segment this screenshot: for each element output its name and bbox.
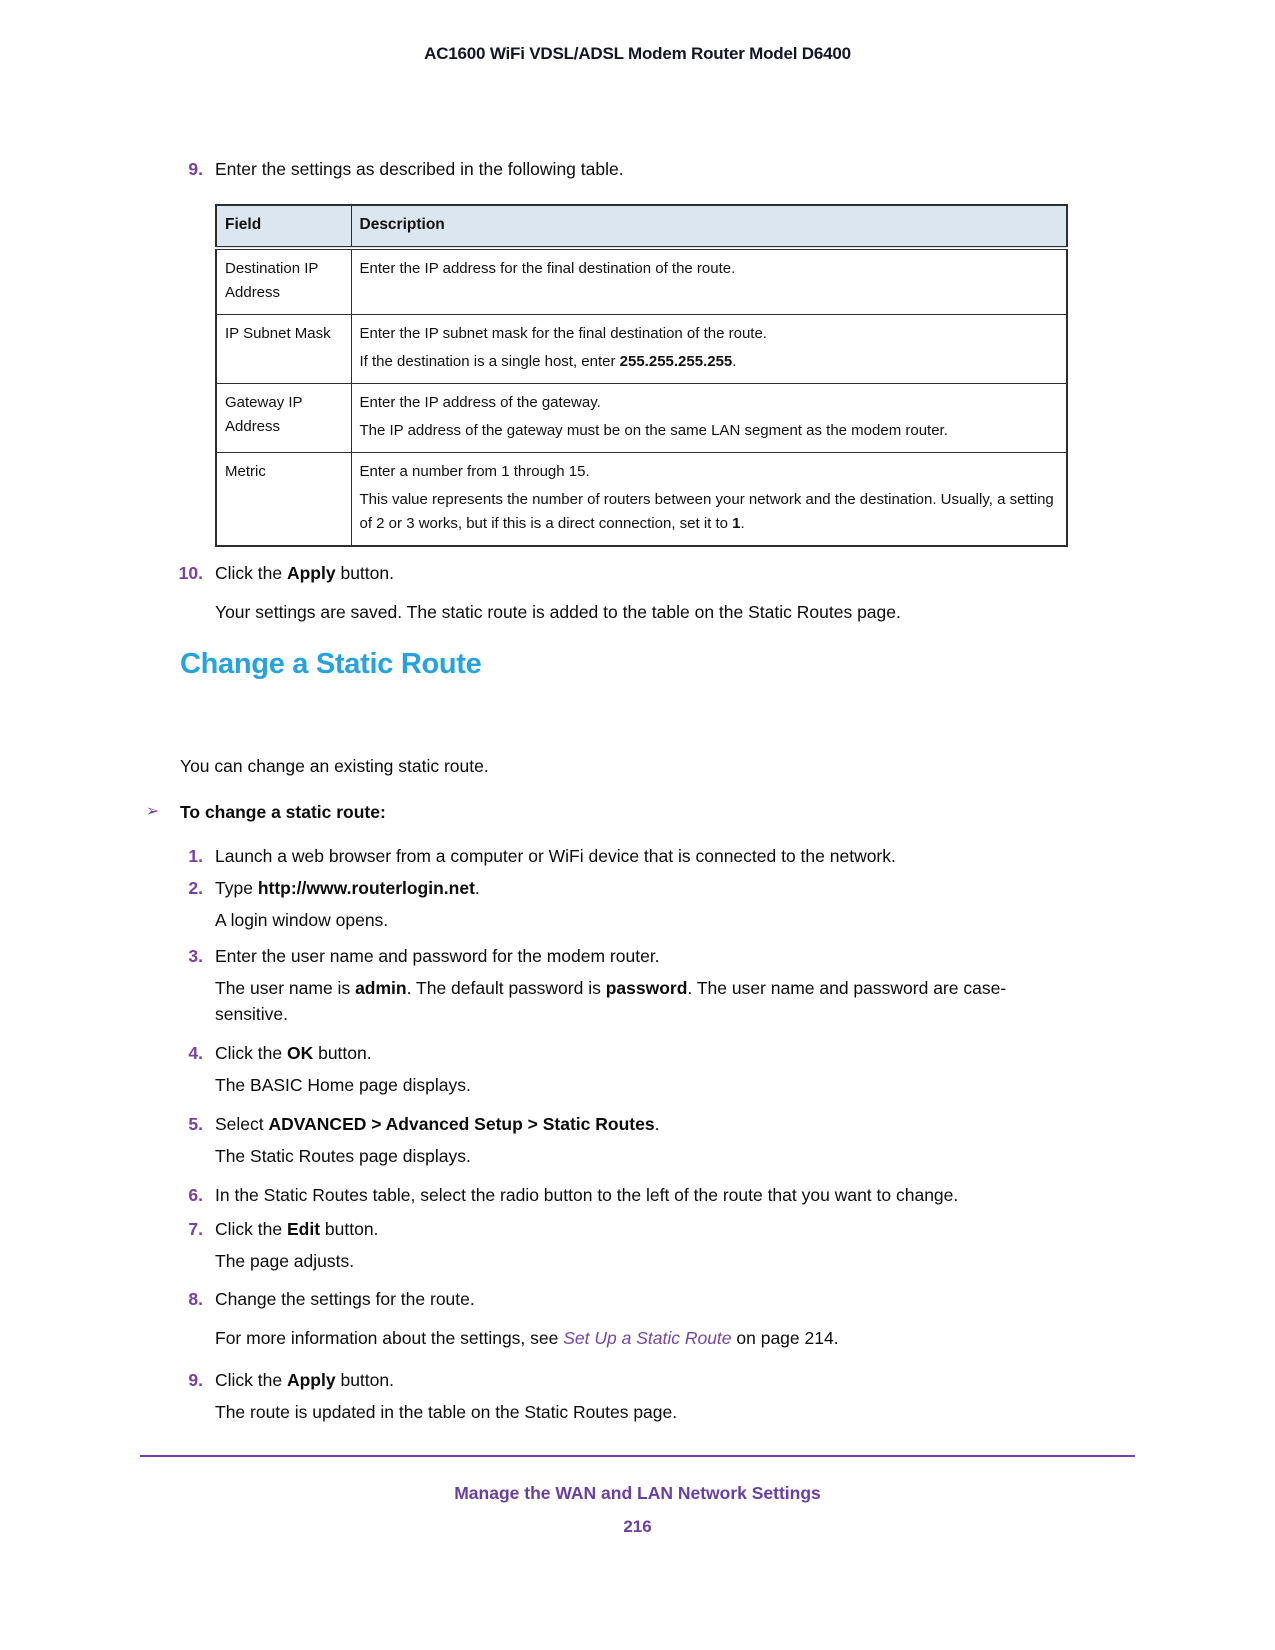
- field-cell: Destination IP Address: [216, 248, 351, 315]
- list-item: [170, 1367, 1095, 1425]
- list-item: [170, 156, 1095, 182]
- step-text: Change the settings for the route.: [215, 1289, 475, 1309]
- list-item: [170, 1286, 1095, 1351]
- step-subtext: The route is updated in the table on the Static Routes page.: [215, 1402, 678, 1422]
- table-row: [216, 315, 1067, 384]
- table-header-row: [216, 205, 1067, 248]
- step-subtext: A login window opens.: [215, 910, 389, 930]
- list-item: [170, 943, 1095, 1027]
- description-text: Enter a number from 1 through 15.: [359, 463, 590, 480]
- procedure-goal: [146, 799, 1095, 825]
- column-header-field: Field: [216, 205, 351, 248]
- step-text: Click the Apply button.: [215, 563, 394, 583]
- step-text: Enter the settings as described in the following table.: [215, 159, 624, 179]
- step-text: Click the OK button.: [215, 1043, 372, 1063]
- table-row: [216, 384, 1067, 453]
- step-number: 8.: [188, 1289, 203, 1309]
- step-number: 4.: [188, 1043, 203, 1063]
- list-item: [170, 1216, 1095, 1274]
- step-text: Enter the user name and password for the modem router.: [215, 946, 660, 966]
- list-item: [170, 875, 1095, 933]
- list-item: [170, 1182, 1095, 1208]
- field-cell: IP Subnet Mask: [216, 315, 351, 384]
- list-item: [170, 843, 1095, 869]
- step-number: 1.: [188, 846, 203, 866]
- step-number: 9.: [188, 1370, 203, 1390]
- step-subtext: The Static Routes page displays.: [215, 1146, 471, 1166]
- description-text: Enter the IP address of the gateway.: [359, 394, 601, 411]
- step-subtext: The page adjusts.: [215, 1251, 355, 1271]
- step-text: In the Static Routes table, select the radio button to the left of the route that you want to change.: [215, 1185, 959, 1205]
- step-number: 7.: [188, 1219, 203, 1239]
- step-text: Launch a web browser from a computer or WiFi device that is connected to the network.: [215, 846, 896, 866]
- section-intro: You can change an existing static route.: [180, 756, 489, 776]
- step-number: 3.: [188, 946, 203, 966]
- list-item: [170, 560, 1095, 625]
- table-row: [216, 453, 1067, 547]
- cross-reference-link[interactable]: Set Up a Static Route: [563, 1328, 732, 1348]
- description-text: Enter the IP address for the final destination of the route.: [359, 260, 736, 277]
- field-cell: Gateway IP Address: [216, 384, 351, 453]
- goal-arrow-icon: ➢: [146, 803, 160, 820]
- description-cell: [351, 248, 1067, 315]
- step-text: Click the Apply button.: [215, 1370, 394, 1390]
- step-text: Type http://www.routerlogin.net.: [215, 878, 480, 898]
- footer-section-title: Manage the WAN and LAN Network Settings: [454, 1483, 821, 1503]
- step-number: 10.: [178, 563, 203, 583]
- step-number: 5.: [188, 1114, 203, 1134]
- description-cell: [351, 315, 1067, 384]
- description-text: Enter the IP subnet mask for the final destination of the route.: [359, 325, 767, 342]
- step-number: 9.: [188, 159, 203, 179]
- page-number: 216: [623, 1517, 652, 1536]
- page-body: [146, 156, 1095, 1425]
- goal-label: To change a static route:: [180, 802, 386, 822]
- step-subtext: The user name is admin. The default password is password. The user name and password are case-sensitive.: [215, 978, 1007, 1024]
- description-text: The IP address of the gateway must be on the same LAN segment as the modem router.: [359, 422, 948, 439]
- field-description-table: [215, 204, 1068, 547]
- field-cell: Metric: [216, 453, 351, 547]
- section-heading: Change a Static Route: [180, 648, 482, 680]
- description-text: This value represents the number of routers between your network and the destination. Usually, a setting of 2 or 3 works, but if this is a direct connection, set it to 1.: [359, 491, 1054, 532]
- table-row: [216, 248, 1067, 315]
- step-text: Click the Edit button.: [215, 1219, 379, 1239]
- description-cell: [351, 453, 1067, 547]
- step-number: 6.: [188, 1185, 203, 1205]
- step-subtext: Your settings are saved. The static route is added to the table on the Static Routes page.: [215, 602, 901, 622]
- running-header: AC1600 WiFi VDSL/ADSL Modem Router Model D6400: [424, 44, 851, 63]
- step-number: 2.: [188, 878, 203, 898]
- step-subtext: The BASIC Home page displays.: [215, 1075, 471, 1095]
- list-item: [170, 1111, 1095, 1169]
- description-cell: [351, 384, 1067, 453]
- description-text: If the destination is a single host, enter 255.255.255.255.: [359, 353, 737, 370]
- step-subtext: For more information about the settings, see Set Up a Static Route on page 214.: [215, 1328, 839, 1348]
- list-item: [170, 1040, 1095, 1098]
- column-header-description: Description: [351, 205, 1067, 248]
- page-footer: [140, 1455, 1135, 1537]
- step-text: Select ADVANCED > Advanced Setup > Static Routes.: [215, 1114, 660, 1134]
